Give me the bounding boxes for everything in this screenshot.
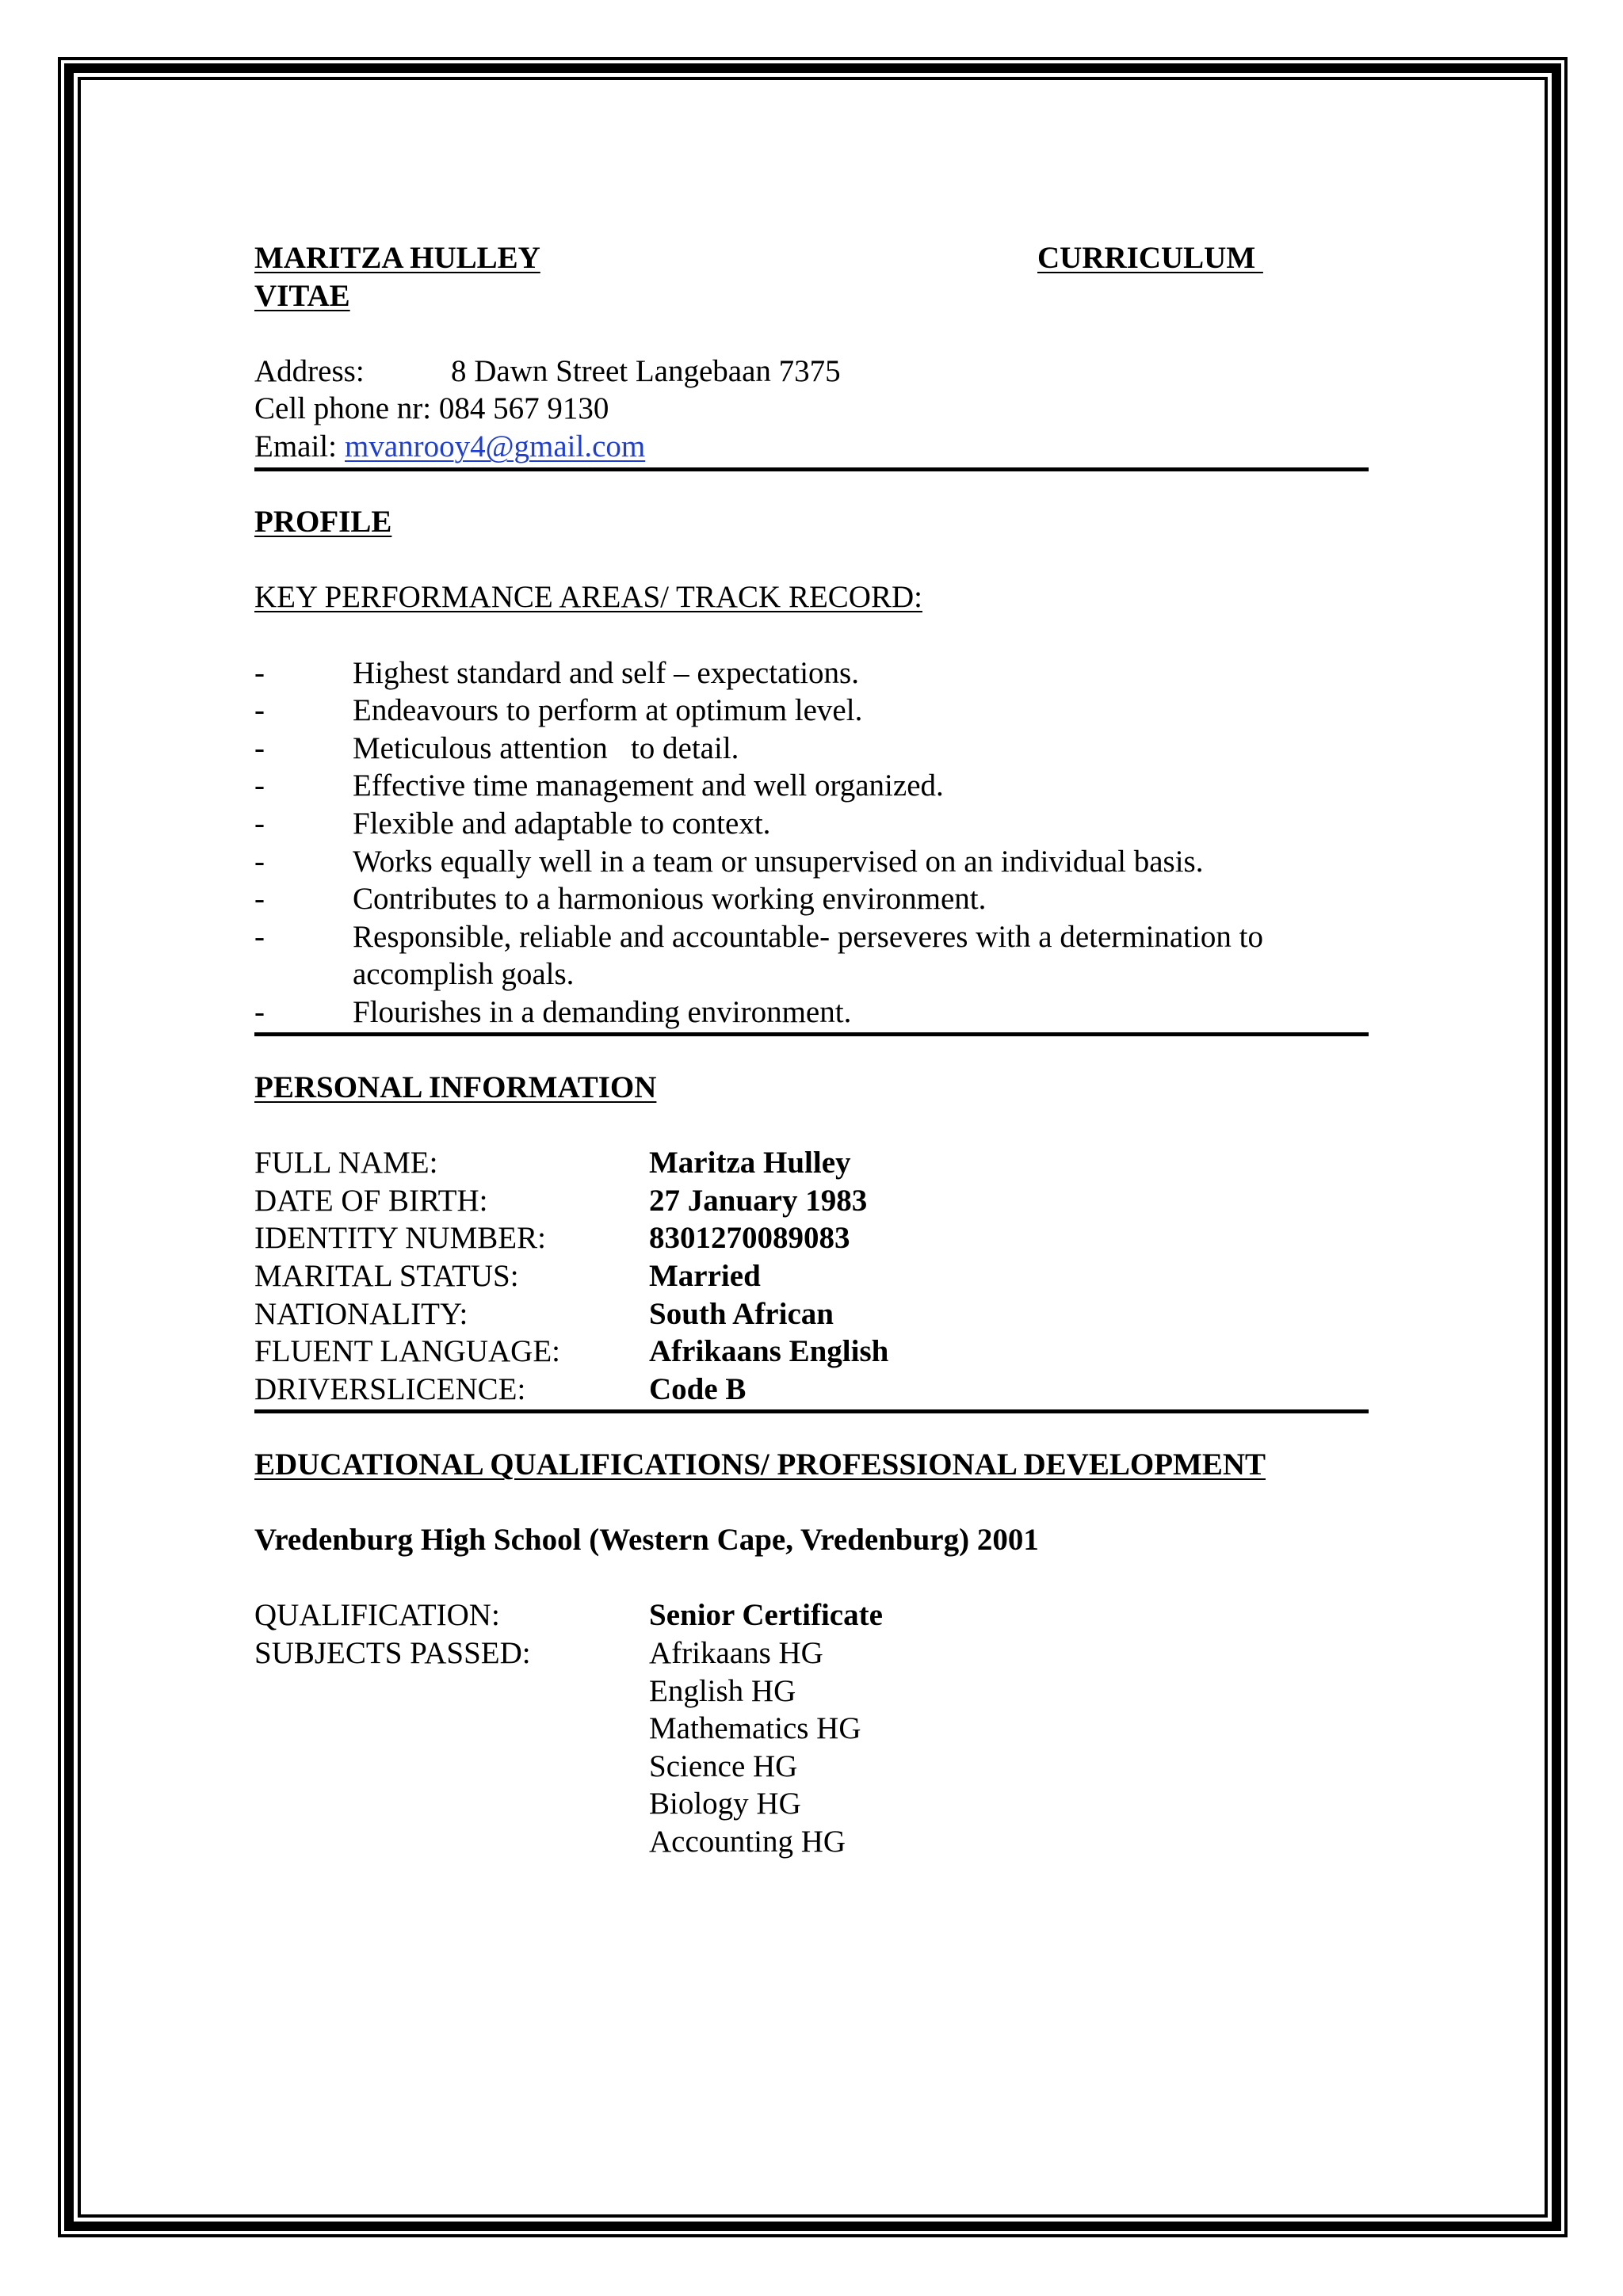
profile-heading: PROFILE	[254, 505, 392, 540]
table-row: DATE OF BIRTH: 27 January 1983	[254, 1183, 868, 1218]
personal-info-table	[254, 1144, 1369, 1408]
list-item: - Effective time management and well organized.	[254, 769, 944, 803]
list-item: Biology HG	[649, 1787, 801, 1821]
doc-title-part2: VITAE	[254, 278, 350, 313]
list-item: English HG	[649, 1673, 796, 1708]
address-value: 8 Dawn Street Langebaan 7375	[451, 353, 841, 388]
list-item: - Flexible and adaptable to context.	[254, 806, 771, 841]
list-item: Science HG	[649, 1749, 798, 1783]
list-item: - Works equally well in a team or unsupervised on an individual basis.	[254, 844, 1204, 879]
table-row: FLUENT LANGUAGE: Afrikaans English	[254, 1334, 889, 1369]
table-row: FULL NAME: Maritza Hulley	[254, 1146, 851, 1180]
cell-label: Cell phone nr:	[254, 391, 432, 426]
list-item: - Endeavours to perform at optimum level.	[254, 693, 863, 728]
kpa-subheading: KEY PERFORMANCE AREAS/ TRACK RECORD:	[254, 580, 922, 615]
list-item: Afrikaans HG	[649, 1635, 823, 1670]
list-item: Mathematics HG	[649, 1711, 861, 1746]
school-name: Vredenburg High School (Western Cape, Vredenburg) 2001	[254, 1523, 1039, 1558]
email-link[interactable]: mvanrooy4@gmail.com	[344, 429, 646, 463]
list-item: - Flourishes in a demanding environment.	[254, 994, 852, 1029]
doc-title-part1: CURRICULUM	[1037, 241, 1263, 275]
address-line	[254, 353, 1369, 391]
subjects-row: SUBJECTS PASSED: Afrikaans HG English HG Mathematics HG Science HG Biology HG Accounting HG	[254, 1634, 1369, 1861]
title-row	[254, 239, 1369, 277]
education-heading: EDUCATIONAL QUALIFICATIONS/ PROFESSIONAL DEVELOPMENT	[254, 1447, 1266, 1482]
list-item: - Contributes to a harmonious working environment.	[254, 882, 987, 917]
candidate-name: MARITZA HULLEY	[254, 241, 540, 275]
profile-bullet-list	[254, 654, 1369, 1032]
cell-value: 084 567 9130	[438, 391, 609, 426]
cv-document	[254, 239, 1369, 1861]
list-item: Accounting HG	[649, 1824, 846, 1859]
table-row: NATIONALITY: South African	[254, 1296, 834, 1331]
list-item: - Highest standard and self – expectations.	[254, 655, 859, 690]
qualification-row: QUALIFICATION: Senior Certificate	[254, 1598, 883, 1633]
table-row: MARITAL STATUS: Married	[254, 1259, 761, 1294]
table-row: IDENTITY NUMBER: 8301270089083	[254, 1221, 850, 1256]
list-item: - Meticulous attention to detail.	[254, 730, 739, 765]
address-label: Address:	[254, 353, 365, 388]
list-item: - Responsible, reliable and accountable- perseveres with a determination to accomplish goals.	[254, 919, 1263, 992]
personal-heading: PERSONAL INFORMATION	[254, 1070, 657, 1105]
table-row: DRIVERSLICENCE: Code B	[254, 1371, 747, 1406]
email-label: Email:	[254, 429, 337, 463]
email-line	[254, 428, 1369, 466]
cell-line	[254, 390, 1369, 428]
